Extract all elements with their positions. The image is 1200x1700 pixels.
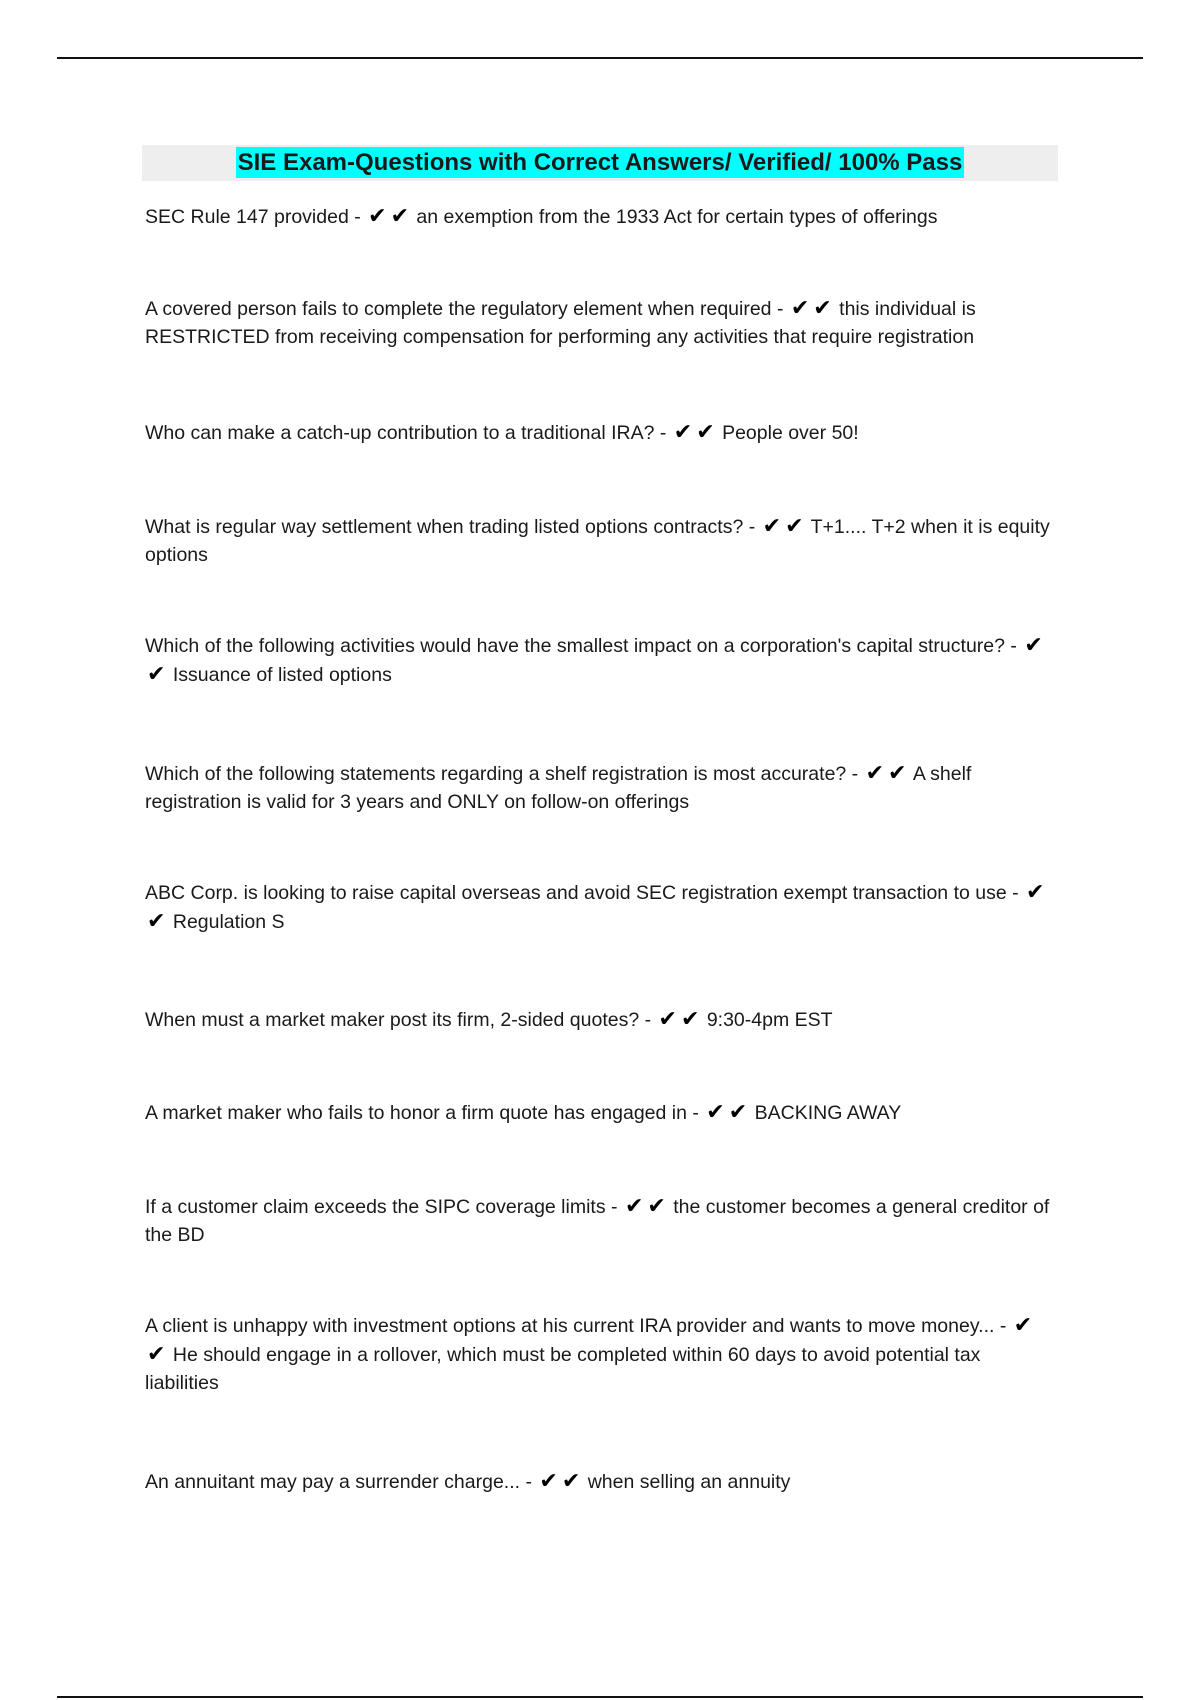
qa-item: [145, 1005, 1053, 1034]
answer-text: A shelf registration is valid for 3 years and ONLY on follow-on offerings: [145, 763, 972, 813]
check-mark-icon: ✔: [706, 1099, 725, 1124]
qa-item: [145, 512, 1053, 569]
check-mark-icon: ✔: [658, 1006, 677, 1031]
check-mark-icon: ✔: [673, 419, 693, 444]
question-text: When must a market maker post its firm, 2-sided quotes? -: [145, 1009, 652, 1031]
check-mark-icon: ✔: [785, 513, 804, 538]
check-mark-icon: ✔: [561, 1468, 581, 1493]
answer-text: He should engage in a rollover, which must be completed within 60 days to avoid potential tax liabilities: [145, 1344, 981, 1394]
answer-text: the customer becomes a general creditor of the BD: [145, 1196, 1050, 1246]
qa-item: [145, 202, 1053, 231]
question-text: If a customer claim exceeds the SIPC coverage limits -: [145, 1196, 618, 1218]
check-mark-icon: ✔: [647, 1193, 666, 1218]
answer-text: this individual is RESTRICTED from receiving compensation for performing any activities that require registration: [145, 298, 976, 348]
check-mark-icon: ✔: [696, 419, 715, 444]
qa-item: [145, 1098, 1053, 1127]
header-rule: [57, 57, 1143, 59]
qa-item: [145, 631, 1053, 689]
answer-text: T+1.... T+2 when it is equity options: [145, 516, 1050, 566]
question-text: An annuitant may pay a surrender charge... -: [145, 1471, 532, 1493]
question-text: A client is unhappy with investment options at his current IRA provider and wants to move money... -: [145, 1315, 1007, 1337]
check-mark-icon: ✔: [1026, 879, 1045, 904]
question-text: A covered person fails to complete the regulatory element when required -: [145, 298, 784, 320]
answer-text: an exemption from the 1933 Act for certain types of offerings: [416, 206, 938, 228]
check-mark-icon: ✔: [147, 661, 166, 686]
check-mark-icon: ✔: [888, 760, 907, 785]
check-mark-icon: ✔: [762, 513, 782, 538]
question-text: What is regular way settlement when trading listed options contracts? -: [145, 516, 756, 538]
check-mark-icon: ✔: [147, 908, 166, 933]
check-mark-icon: ✔: [147, 1341, 166, 1366]
check-mark-icon: ✔: [728, 1099, 748, 1124]
check-mark-icon: ✔: [813, 295, 832, 320]
question-text: Which of the following statements regarding a shelf registration is most accurate? -: [145, 763, 859, 785]
title-band: [142, 145, 1058, 181]
question-text: SEC Rule 147 provided -: [145, 206, 361, 228]
qa-item: [145, 294, 1053, 351]
answer-text: when selling an annuity: [587, 1471, 791, 1493]
check-mark-icon: ✔: [539, 1468, 558, 1493]
answer-text: Issuance of listed options: [172, 664, 392, 686]
qa-item: [145, 878, 1053, 936]
question-text: A market maker who fails to honor a firm quote has engaged in -: [145, 1102, 699, 1124]
check-mark-icon: ✔: [680, 1006, 700, 1031]
check-mark-icon: ✔: [865, 760, 885, 785]
check-mark-icon: ✔: [1024, 632, 1043, 657]
check-mark-icon: ✔: [790, 295, 810, 320]
answer-text: 9:30-4pm EST: [706, 1009, 833, 1031]
qa-item: [145, 418, 1053, 447]
check-mark-icon: ✔: [1013, 1312, 1033, 1337]
footer-rule: [57, 1696, 1143, 1698]
question-text: Who can make a catch-up contribution to a traditional IRA? -: [145, 422, 667, 444]
qa-item: [145, 1467, 1053, 1496]
document-title: SIE Exam-Questions with Correct Answers/ Verified/ 100% Pass: [237, 149, 963, 176]
check-mark-icon: ✔: [368, 203, 387, 228]
answer-text: BACKING AWAY: [754, 1102, 902, 1124]
question-text: ABC Corp. is looking to raise capital overseas and avoid SEC registration exempt transaction to use -: [145, 882, 1019, 904]
answer-text: People over 50!: [722, 422, 859, 444]
check-mark-icon: ✔: [624, 1193, 644, 1218]
qa-item: [145, 1311, 1053, 1397]
answer-text: Regulation S: [172, 911, 285, 933]
question-text: Which of the following activities would have the smallest impact on a corporation's capital structure? -: [145, 635, 1017, 657]
qa-item: [145, 1192, 1053, 1249]
qa-item: [145, 759, 1053, 816]
check-mark-icon: ✔: [390, 203, 409, 228]
